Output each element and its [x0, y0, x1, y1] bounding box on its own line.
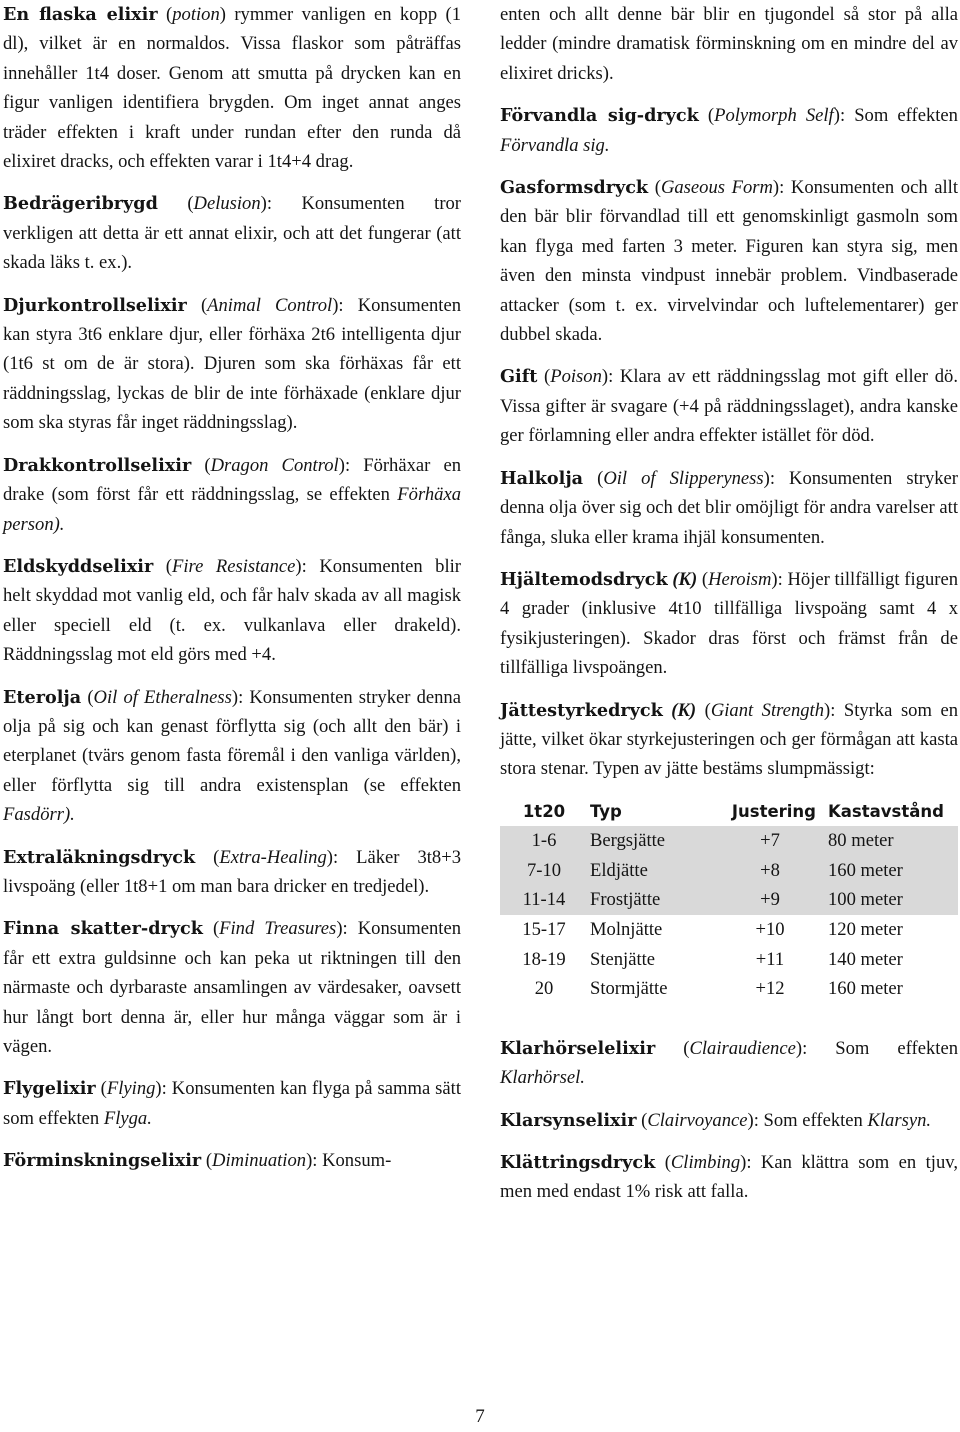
potion-description: : Kan klättra som en tjuv, men med endast 1% risk att falla.	[500, 1151, 958, 1203]
potion-description: : Konsumenten stryker denna olja över sig och det blir omöjligt för andra varelser att fånga, sluka eller krama ihjäl konsumenten.	[500, 467, 958, 548]
potion-original-name: Animal Control	[207, 294, 333, 316]
table-header-throw-range: Kastavstånd	[828, 801, 944, 821]
potion-original-name: Oil of Etheralness	[93, 686, 232, 708]
throw-range-cell: 140 meter	[828, 948, 903, 970]
potion-name: Flygelixir	[3, 1078, 96, 1100]
roll-cell: 11-14	[500, 885, 588, 915]
table-row	[500, 974, 958, 1004]
potion-entry: Flygelixir (Flying): Konsumenten kan flyga på samma sätt som effekten Flyga.	[3, 1078, 461, 1129]
potion-original-name: Fire Resistance	[172, 555, 296, 577]
throw-range-cell: 100 meter	[822, 885, 958, 915]
potion-description: : Konsumenten kan flyga på samma sätt som effekten	[3, 1078, 461, 1129]
potion-entry: Eldskyddselixir (Fire Resistance): Konsumenten blir helt skyddad mot vanlig eld, och får halv skada av all magisk eller speciell eld (t. ex. vulkanlava eller drakeld). Räddningsslag mot eld görs med +4.	[3, 555, 461, 666]
table-header-roll: 1t20	[522, 801, 566, 821]
page-number: 7	[475, 1406, 485, 1427]
potion-original-name: Flying	[106, 1078, 156, 1100]
potion-description: : Konsumenten kan styra 3t6 enklare djur, eller förhäxa 2t6 intelligenta djur (1t6 st om de är stora). Djuren som ska förhäxas får ett räddningsslag, lyckas de blir de inte förhäxade (enklare djur som ska styras får inget räddningsslag).	[3, 294, 461, 434]
potion-original-name: Extra-Healing	[219, 846, 327, 868]
potion-entry: Klarhörselelixir (Clairaudience): Som effekten Klarhörsel.	[500, 1037, 958, 1089]
roll-cell: 18-19	[522, 948, 566, 970]
potion-k-marker: (K)	[671, 699, 697, 721]
type-cell: Molnjätte	[590, 919, 663, 941]
potion-name: Eterolja	[3, 686, 82, 708]
potion-entry: Halkolja (Oil of Slipperyness): Konsumenten stryker denna olja över sig och det blir omöjligt för andra varelser att fånga, sluka eller krama ihjäl konsumenten.	[500, 467, 958, 548]
potion-description: : Konsumenten får ett extra guldsinne och kan peka ut riktningen till den närmaste och dyrbaraste ansamlingen av värdesaker, oavsett hur långt bort denna är, eller hur många väggar som är i vägen.	[3, 918, 462, 1057]
potion-name: Förvandla sig-dryck	[500, 105, 699, 127]
potion-original-name: Clairaudience	[689, 1037, 796, 1059]
adjustment-cell: +11	[755, 948, 785, 970]
adjustment-cell: +8	[718, 856, 822, 886]
adjustment-cell: +7	[718, 826, 822, 856]
potion-original-name: Poison	[550, 366, 602, 388]
potion-entry: Förvandla sig-dryck (Polymorph Self): Som effekten Förvandla sig.	[500, 105, 958, 156]
potion-name: Djurkontrollselixir	[3, 294, 187, 316]
potion-name: Bedrägeribrygd	[3, 193, 158, 215]
potion-name: Jättestyrkedryck	[500, 699, 663, 721]
potion-description: rymmer vanligen en kopp (1 dl), vilket är en normaldos. Vissa flaskor som påträffas innehåller 1t4 doser. Genom att smutta på drycken kan en figur vanligen identifiera brygden. Om inget annat anges träder effekten i kraft under rundan efter den runda då elixiret dracks, och effekten varar i 1t4+4 drag.	[3, 4, 461, 173]
table-header-row	[500, 797, 958, 826]
potion-original-name: Diminuation	[212, 1150, 307, 1172]
potion-entry	[500, 0, 958, 88]
potion-entry: Drakkontrollselixir (Dragon Control): Förhäxar en drake (som först får ett räddningsslag, se effekten Förhäxa person).	[3, 454, 462, 535]
potion-description: : Som effekten	[802, 1037, 958, 1059]
potion-entry: Klarsynselixir (Clairvoyance): Som effekten Klarsyn.	[500, 1109, 932, 1131]
potion-original-name: Oil of Slipperyness	[603, 467, 764, 489]
potion-description: : Konsumenten stryker denna olja på sig och kan genast förflytta sig (och allt den bär) i eterplanet (tvärs genom fasta föremål i den vanliga världen), eller förflytta sig till andra existensplan (se effekten	[3, 686, 461, 796]
potion-name: Klarhörselelixir	[500, 1037, 656, 1059]
potion-original-name: Delusion	[193, 193, 261, 215]
potion-k-marker: (K)	[672, 568, 698, 590]
potion-name: Eldskyddselixir	[3, 555, 154, 577]
potion-description: : Konsumenten blir helt skyddad mot vanlig eld, och får halv skada av all magisk eller speciell eld (t. ex. vulkanlava eller drakeld). Räddningsslag mot eld görs med +4.	[3, 555, 461, 666]
potion-original-name: Polymorph Self	[714, 105, 834, 127]
effect-reference: Förhäxa person).	[3, 484, 461, 535]
right-column-entries-top	[500, 0, 958, 784]
potion-name: Gasformsdryck	[500, 177, 649, 199]
potion-original-name: Clairvoyance	[647, 1109, 748, 1131]
throw-range-cell: 120 meter	[828, 919, 903, 941]
table-header-type: Typ	[590, 801, 622, 821]
roll-cell: 15-17	[522, 919, 566, 941]
throw-range-cell: 160 meter	[822, 856, 958, 886]
potion-entry: Finna skatter-dryck (Find Treasures): Konsumenten får ett extra guldsinne och kan peka ut riktningen till den närmaste och dyrbaraste ansamlingen av värdesaker, oavsett hur långt bort denna är, eller hur många väggar som är i vägen.	[3, 918, 462, 1057]
adjustment-cell: +9	[718, 885, 822, 915]
effect-reference: Klarhörsel.	[500, 1067, 585, 1089]
adjustment-cell: +12	[755, 978, 785, 1000]
potion-name: Klarsynselixir	[500, 1109, 637, 1131]
potion-description: enten och allt denne bär blir en tjugondel så stor på alla ledder (mindre dramatisk förminskning om en mindre del av elixiret dricks).	[500, 4, 958, 84]
potion-entry: Klättringsdryck (Climbing): Kan klättra som en tjuv, men med endast 1% risk att falla.	[500, 1151, 958, 1203]
potion-original-name: Heroism	[708, 568, 772, 590]
potion-name: Extraläkningsdryck	[3, 846, 196, 868]
potion-name: Klättringsdryck	[500, 1151, 656, 1173]
effect-reference: Flyga.	[103, 1107, 152, 1129]
potion-entry: Gasformsdryck (Gaseous Form): Konsumenten och allt den bär blir förvandlad till ett genomskinligt gasmoln som kan flyga med farten 3 meter. Figuren kan styra sig, men även den minsta vindpust innebär problem. Vindbaserade attacker (som t. ex. virvelvindar och luftelementarer) ger dubbel skada.	[500, 177, 959, 346]
table-row	[500, 856, 958, 886]
right-column	[500, 0, 958, 1220]
potion-name: Finna skatter-dryck	[3, 918, 203, 940]
potion-name: Halkolja	[500, 467, 584, 489]
potion-entry: Jättestyrkedryck (K) (Giant Strength): Styrka som en jätte, vilket ökar styrkejusteringen och ger förmågan att kasta stora stenar. Typen av jätte bestäms slumpmässigt:	[500, 699, 958, 780]
potion-original-name: Find Treasures	[219, 918, 337, 940]
table-header-adjustment: Justering	[731, 801, 816, 821]
effect-reference: Klarsyn.	[867, 1109, 932, 1131]
potion-description: : Som effekten	[839, 105, 958, 127]
potion-entry: Extraläkningsdryck (Extra-Healing): Läker 3t8+3 livspoäng (eller 1t8+1 om man bara dricker en tredjedel).	[3, 846, 462, 897]
adjustment-cell: +10	[755, 919, 785, 941]
potion-name: En flaska elixir	[3, 4, 158, 25]
potion-original-name: Gaseous Form	[660, 177, 773, 199]
potion-name: Hjältemodsdryck	[500, 568, 668, 590]
effect-reference: Förvandla sig.	[500, 134, 610, 156]
type-cell: Stenjätte	[590, 948, 656, 970]
potion-original-name: potion	[172, 4, 220, 25]
potion-description: : Konsumenten och allt den bär blir förvandlad till ett genomskinligt gasmoln som kan flyga med farten 3 meter. Figuren kan styra sig, men även den minsta vindpust innebär problem. Vindbaserade attacker (som t. ex. virvelvindar och luftelementarer) ger dubbel skada.	[500, 177, 959, 346]
potion-original-name: Giant Strength	[710, 699, 824, 721]
potion-original-name: Dragon Control	[210, 454, 339, 476]
potion-description: : Höjer tillfälligt figuren 4 grader (inklusive 4t10 tillfälliga livspoäng samt 4 x fysikjusteringen). Skador dras först och främst från de tillfälliga livspoängen.	[500, 568, 958, 679]
potion-name: Förminskningselixir	[3, 1150, 202, 1172]
roll-cell: 7-10	[500, 856, 588, 886]
potion-entry: Eterolja (Oil of Etheralness): Konsumenten stryker denna olja på sig och kan genast förflytta sig (och allt den bär) i eterplanet (tvärs genom fasta föremål i den vanliga världen), eller förflytta sig till andra existensplan (se effekten Fasdörr).	[3, 686, 461, 826]
type-cell: Bergsjätte	[588, 826, 718, 856]
potion-entry: En flaska elixir (potion) rymmer vanligen en kopp (1 dl), vilket är en normaldos. Vissa flaskor som påträffas innehåller 1t4 doser. Genom att smutta på drycken kan en figur vanligen identifiera brygden. Om inget annat anges träder effekten i kraft under rundan efter den runda då elixiret dracks, och effekten varar i 1t4+4 drag.	[3, 4, 461, 173]
giant-type-table-wrapper	[500, 797, 958, 1004]
potion-entry: Bedrägeribrygd (Delusion): Konsumenten tror verkligen att detta är ett annat elixir, och att det fungerar (att skada läks t. ex.).	[3, 193, 462, 274]
roll-cell: 1-6	[500, 826, 588, 856]
potion-entry: Gift (Poison): Klara av ett räddningsslag mot gift eller dö. Vissa gifter är svagare (+4 på räddningsslaget), andra kanske ger förlamning eller andra effekter istället för död.	[500, 366, 958, 447]
throw-range-cell: 80 meter	[822, 826, 958, 856]
potion-description: : Konsumenten tror verkligen att detta är ett annat elixir, och att det fungerar (att skada läks t. ex.).	[3, 193, 462, 274]
potion-description: : Som effekten	[753, 1109, 868, 1131]
throw-range-cell: 160 meter	[828, 978, 903, 1000]
giant-type-table	[500, 797, 958, 1004]
potion-description: : Klara av ett räddningsslag mot gift eller dö. Vissa gifter är svagare (+4 på räddningsslaget), andra kanske ger förlamning eller andra effekter istället för död.	[500, 366, 958, 447]
potion-name: Gift	[500, 366, 538, 388]
potion-entry: Djurkontrollselixir (Animal Control): Konsumenten kan styra 3t6 enklare djur, eller förhäxa 2t6 intelligenta djur (1t6 st om de är stora). Djuren som ska förhäxas får ett räddningsslag, lyckas de blir de inte förhäxade (enklare djur som ska styras får inget räddningsslag).	[3, 294, 461, 434]
left-column	[3, 0, 461, 1189]
effect-reference: Fasdörr).	[3, 804, 75, 826]
potion-entry: Hjältemodsdryck (K) (Heroism): Höjer tillfälligt figuren 4 grader (inklusive 4t10 tillfälliga livspoäng samt 4 x fysikjusteringen). Skador dras först och främst från de tillfälliga livspoängen.	[500, 568, 958, 679]
table-row	[500, 885, 958, 915]
roll-cell: 20	[534, 978, 554, 1000]
potion-description: : Konsum-	[312, 1150, 392, 1172]
type-cell: Frostjätte	[588, 885, 718, 915]
table-row	[500, 826, 958, 856]
potion-description: : Styrka som en jätte, vilket ökar styrkejusteringen och ger förmågan att kasta stora stenar. Typen av jätte bestäms slumpmässigt:	[500, 699, 958, 780]
table-row	[500, 915, 958, 945]
type-cell: Stormjätte	[590, 978, 668, 1000]
potion-entry: Förminskningselixir (Diminuation): Konsum-	[3, 1150, 392, 1172]
type-cell: Eldjätte	[588, 856, 718, 886]
potion-name: Drakkontrollselixir	[3, 454, 192, 476]
potion-description: : Läker 3t8+3 livspoäng (eller 1t8+1 om man bara dricker en tredjedel).	[3, 846, 462, 897]
right-column-entries-bottom	[500, 1034, 958, 1207]
potion-description: : Förhäxar en drake (som först får ett räddningsslag, se effekten	[3, 454, 462, 506]
potion-original-name: Climbing	[670, 1151, 741, 1173]
table-row	[500, 945, 958, 975]
